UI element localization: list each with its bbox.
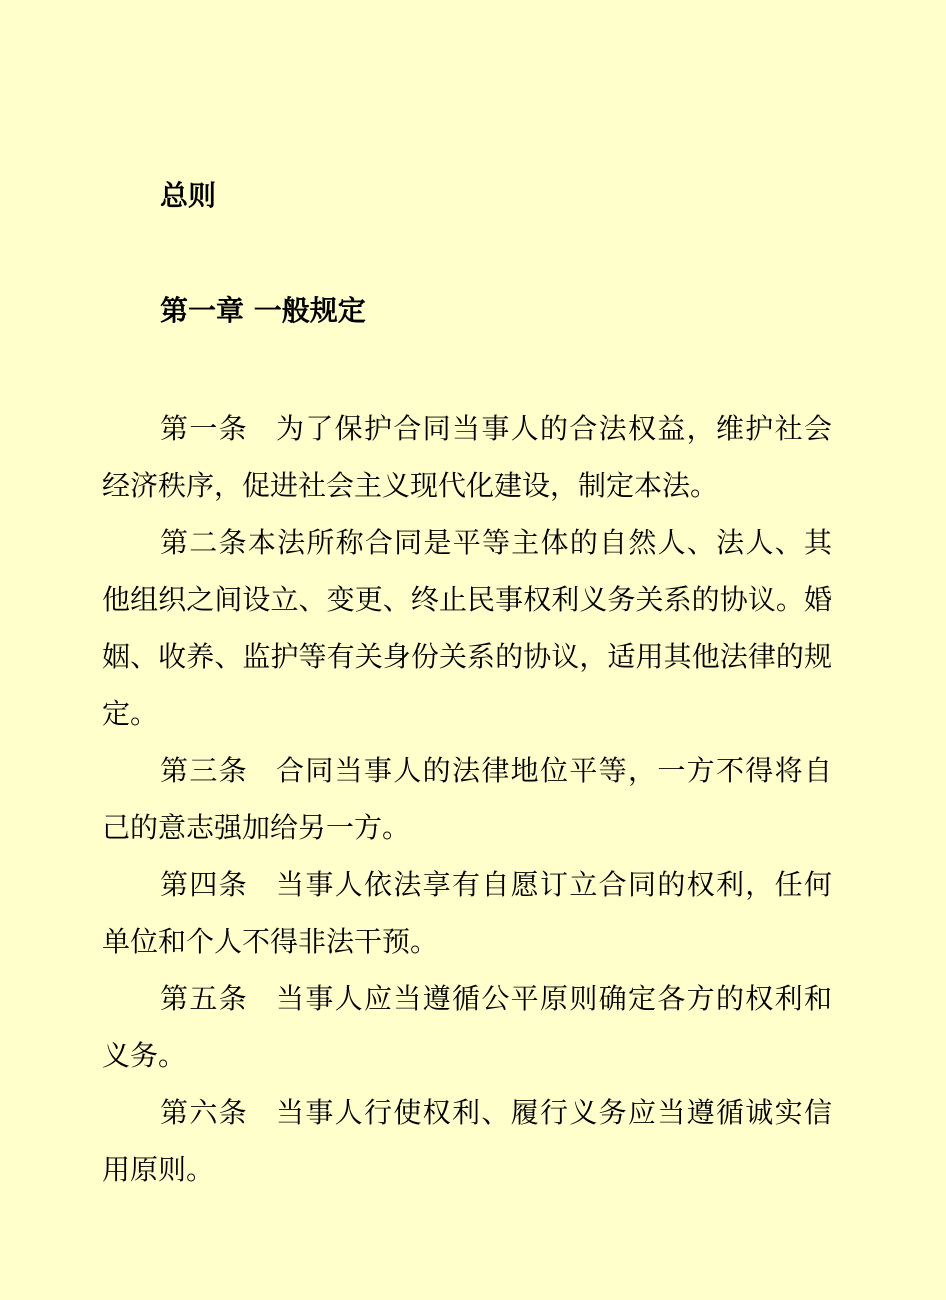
article-number: 第三条 bbox=[160, 754, 248, 787]
article-5 bbox=[102, 970, 832, 1084]
section-title: 总则 bbox=[160, 179, 217, 212]
article-number: 第四条 bbox=[160, 868, 248, 901]
article-text: 当事人行使权利、履行义务应当遵循诚实信用原则。 bbox=[102, 1096, 832, 1186]
article-text: 当事人依法享有自愿订立合同的权利，任何单位和个人不得非法干预。 bbox=[102, 868, 832, 958]
article-list bbox=[102, 400, 832, 1198]
article-2 bbox=[102, 514, 832, 742]
article-number: 第一条 bbox=[160, 412, 248, 445]
chapter-title: 第一章 一般规定 bbox=[160, 294, 366, 327]
article-number: 第五条 bbox=[160, 982, 248, 1015]
article-text: 本法所称合同是平等主体的自然人、法人、其他组织之间设立、变更、终止民事权利义务关系的协议。婚姻、收养、监护等有关身份关系的协议，适用其他法律的规定。 bbox=[102, 526, 832, 730]
article-text: 为了保护合同当事人的合法权益，维护社会经济秩序，促进社会主义现代化建设，制定本法。 bbox=[102, 412, 832, 502]
article-4 bbox=[102, 856, 832, 970]
article-text: 合同当事人的法律地位平等，一方不得将自己的意志强加给另一方。 bbox=[102, 754, 832, 844]
article-6 bbox=[102, 1084, 832, 1198]
article-1 bbox=[102, 400, 832, 514]
article-number: 第二条 bbox=[160, 526, 248, 559]
article-text: 当事人应当遵循公平原则确定各方的权利和义务。 bbox=[102, 982, 832, 1072]
article-3 bbox=[102, 742, 832, 856]
article-number: 第六条 bbox=[160, 1096, 248, 1129]
